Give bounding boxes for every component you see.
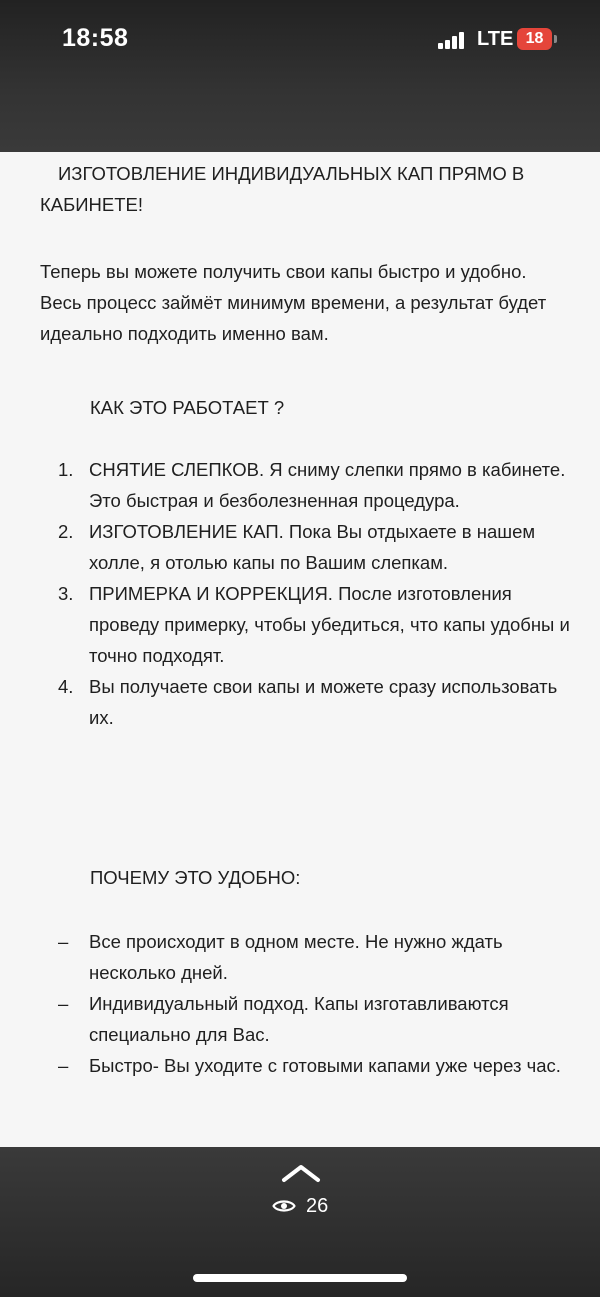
story-footer [0,1147,600,1297]
status-time: 18:58 [62,24,129,52]
eye-icon [272,1198,296,1214]
step-item [40,578,580,671]
benefit-item [40,1050,580,1081]
step-item [40,516,580,578]
step-text: Вы получаете свои капы и можете сразу использовать их. [89,676,558,728]
benefit-text: Быстро- Вы уходите с готовыми капами уже через час. [89,1055,561,1076]
post-title: ИЗГОТОВЛЕНИЕ ИНДИВИДУАЛЬНЫХ КАП ПРЯМО В КАБИНЕТЕ! [40,163,525,215]
step-item [40,454,580,516]
battery-cap [554,35,557,43]
step-number: 1. [58,459,74,480]
benefit-text: Индивидуальный подход. Капы изготавливаются специально для Вас. [89,993,509,1045]
step-text: ИЗГОТОВЛЕНИЕ КАП. Пока Вы отдыхаете в нашем холле, я отолью капы по Вашим слепкам. [89,521,536,573]
network-label: LTE [477,28,514,50]
dash-bullet: – [58,1055,69,1076]
benefit-item [40,988,580,1050]
home-indicator[interactable] [193,1274,407,1282]
signal-icon [438,31,468,49]
battery-level: 18 [525,30,544,47]
top-area [0,0,600,152]
why-convenient-heading: ПОЧЕМУ ЭТО УДОБНО: [90,867,301,888]
how-it-works-heading: КАК ЭТО РАБОТАЕТ ? [90,397,285,418]
step-number: 2. [58,521,74,542]
post-intro: Теперь вы можете получить свои капы быстро и удобно. Весь процесс займёт минимум времени, а результат будет идеально подходить именно вам. [40,261,547,344]
dash-bullet: – [58,931,69,952]
dash-bullet: – [58,993,69,1014]
status-bar [0,0,600,80]
chevron-up-icon[interactable] [280,1161,322,1185]
benefits-list [40,926,580,1081]
step-number: 4. [58,676,74,697]
story-text-card [0,152,600,1147]
benefit-item [40,926,580,988]
step-number: 3. [58,583,74,604]
step-text: ПРИМЕРКА И КОРРЕКЦИЯ. После изготовления проведу примерку, чтобы убедиться, что капы удобны и точно подходят. [89,583,570,666]
step-item [40,671,580,733]
steps-list [40,454,580,733]
step-text: СНЯТИЕ СЛЕПКОВ. Я сниму слепки прямо в кабинете. Это быстрая и безболезненная процедура. [89,459,566,511]
views-count: 26 [306,1194,329,1217]
views-counter[interactable] [272,1191,328,1221]
battery-icon [517,28,552,50]
benefit-text: Все происходит в одном месте. Не нужно ждать несколько дней. [89,931,503,983]
